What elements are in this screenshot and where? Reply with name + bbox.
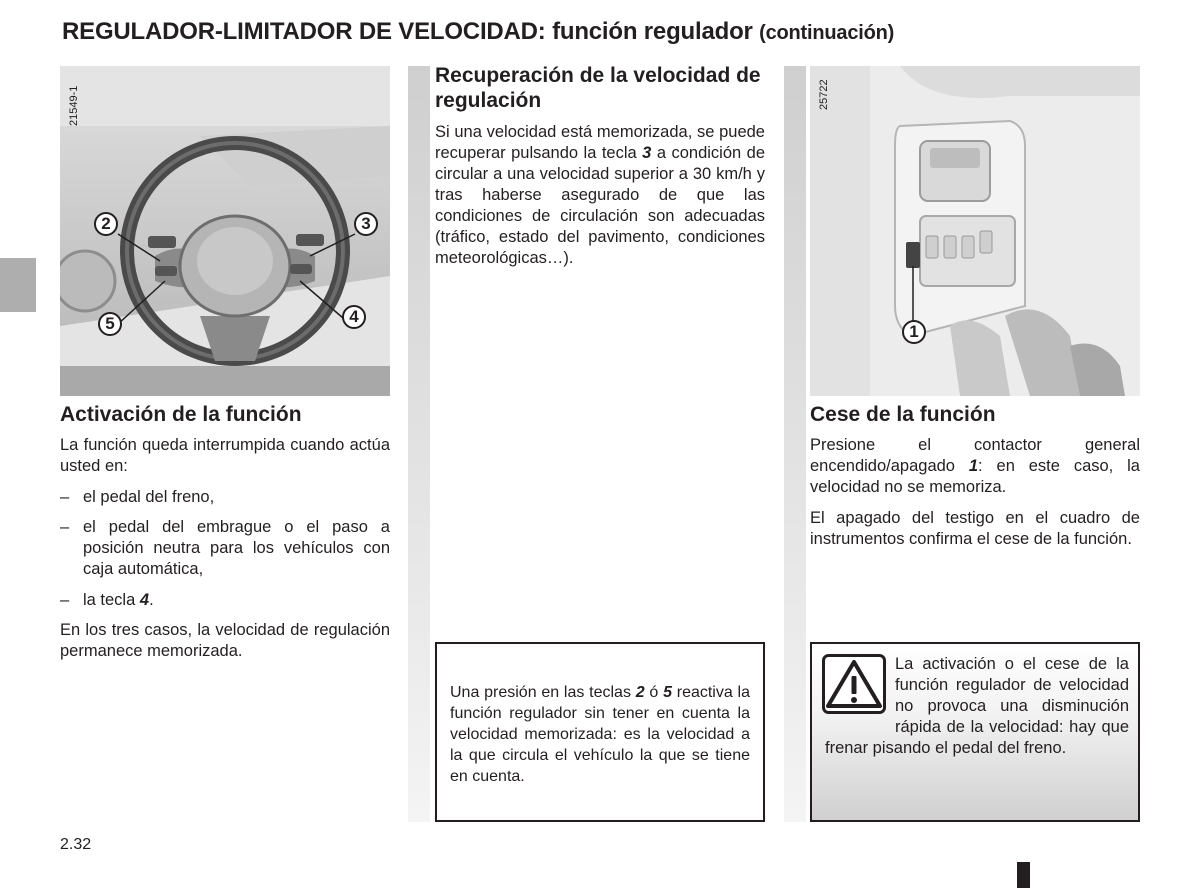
column-divider-left [408,66,430,822]
note-text-a: Una presión en las teclas [450,684,636,701]
col1-outro: En los tres casos, la velocidad de regulación permanece memorizada. [60,621,390,660]
page-title-sub: (continuación) [759,22,895,44]
col1-item-3-end: . [149,591,154,609]
col3-paragraph-1-a: Presione el contactor general encendido/apagado [810,436,1140,475]
callout-4: 4 [342,305,366,329]
col2-paragraph-a: Si una velocidad está memorizada, se puede recuperar pulsando la tecla [435,123,765,162]
warning-icon-spacer [825,654,895,718]
callout-2: 2 [94,212,118,236]
key-ref-1: 1 [968,457,979,475]
section-tab [0,258,36,312]
page-number: 2.32 [60,836,92,853]
bullet-mark: – [60,518,70,536]
heading-cese: Cese de la función [810,403,996,426]
col1-item-3-text: la tecla [83,591,140,609]
note-box [435,642,765,822]
page-title [62,18,894,46]
key-ref-5: 5 [663,684,672,701]
callout-1: 1 [902,320,926,344]
col1-item-3 [83,590,390,611]
page-edge-marker [1017,862,1030,888]
note-text-b: reactiva la función regulador sin tener en cuenta la velocidad memorizada: es la velocidad a la que circula el vehículo la que se tiene en cuenta. [450,684,750,785]
col1-intro: La función queda interrumpida cuando actúa usted en: [60,436,390,475]
page-title-main: REGULADOR-LIMITADOR DE VELOCIDAD: función regulador [62,18,753,45]
heading-recuperacion: Recuperación de la velocidad de regulación [435,64,761,112]
col1-item-1: el pedal del freno, [83,488,215,506]
col1-item-2: el pedal del embrague o el paso a posición neutra para los vehículos con caja automática, [83,518,390,578]
heading-activacion: Activación de la función [60,403,302,426]
bullet-mark: – [60,591,70,609]
col2-paragraph [435,122,765,269]
bullet-mark: – [60,488,70,506]
key-ref-2: 2 [635,684,645,701]
figure-reference: 25722 [818,79,830,110]
callout-3: 3 [354,212,378,236]
col3-paragraph-1-b: : en este caso, la velocidad no se memoriza. [810,457,1140,496]
note-or: ó [644,684,664,701]
col2-paragraph-b: a condición de circular a una velocidad superior a 30 km/h y tras haberse asegurado de que las condiciones de circulación son adecuadas (tráfico, estado del pavimento, condiciones meteorológicas…). [435,144,766,267]
figure-reference: 21549-1 [68,85,80,126]
warning-text-content: La activación o el cese de la función regulador de velocidad no provoca una disminución rápida de la velocidad: hay que frenar pisando el pedal del freno. [825,655,1129,757]
key-ref-4: 4 [139,591,150,609]
col3-paragraph-1 [810,435,1140,498]
callout-5: 5 [98,312,122,336]
column-divider-right [784,66,806,822]
switch-panel-illustration [810,66,1140,396]
warning-text [825,654,1129,759]
steering-wheel-figure [60,66,390,396]
warning-box [810,642,1140,822]
note-text [450,682,750,787]
switch-panel-figure [810,66,1140,396]
key-ref-3: 3 [642,144,652,162]
col3-paragraph-2: El apagado del testigo en el cuadro de instrumentos confirma el cese de la función. [810,509,1140,548]
